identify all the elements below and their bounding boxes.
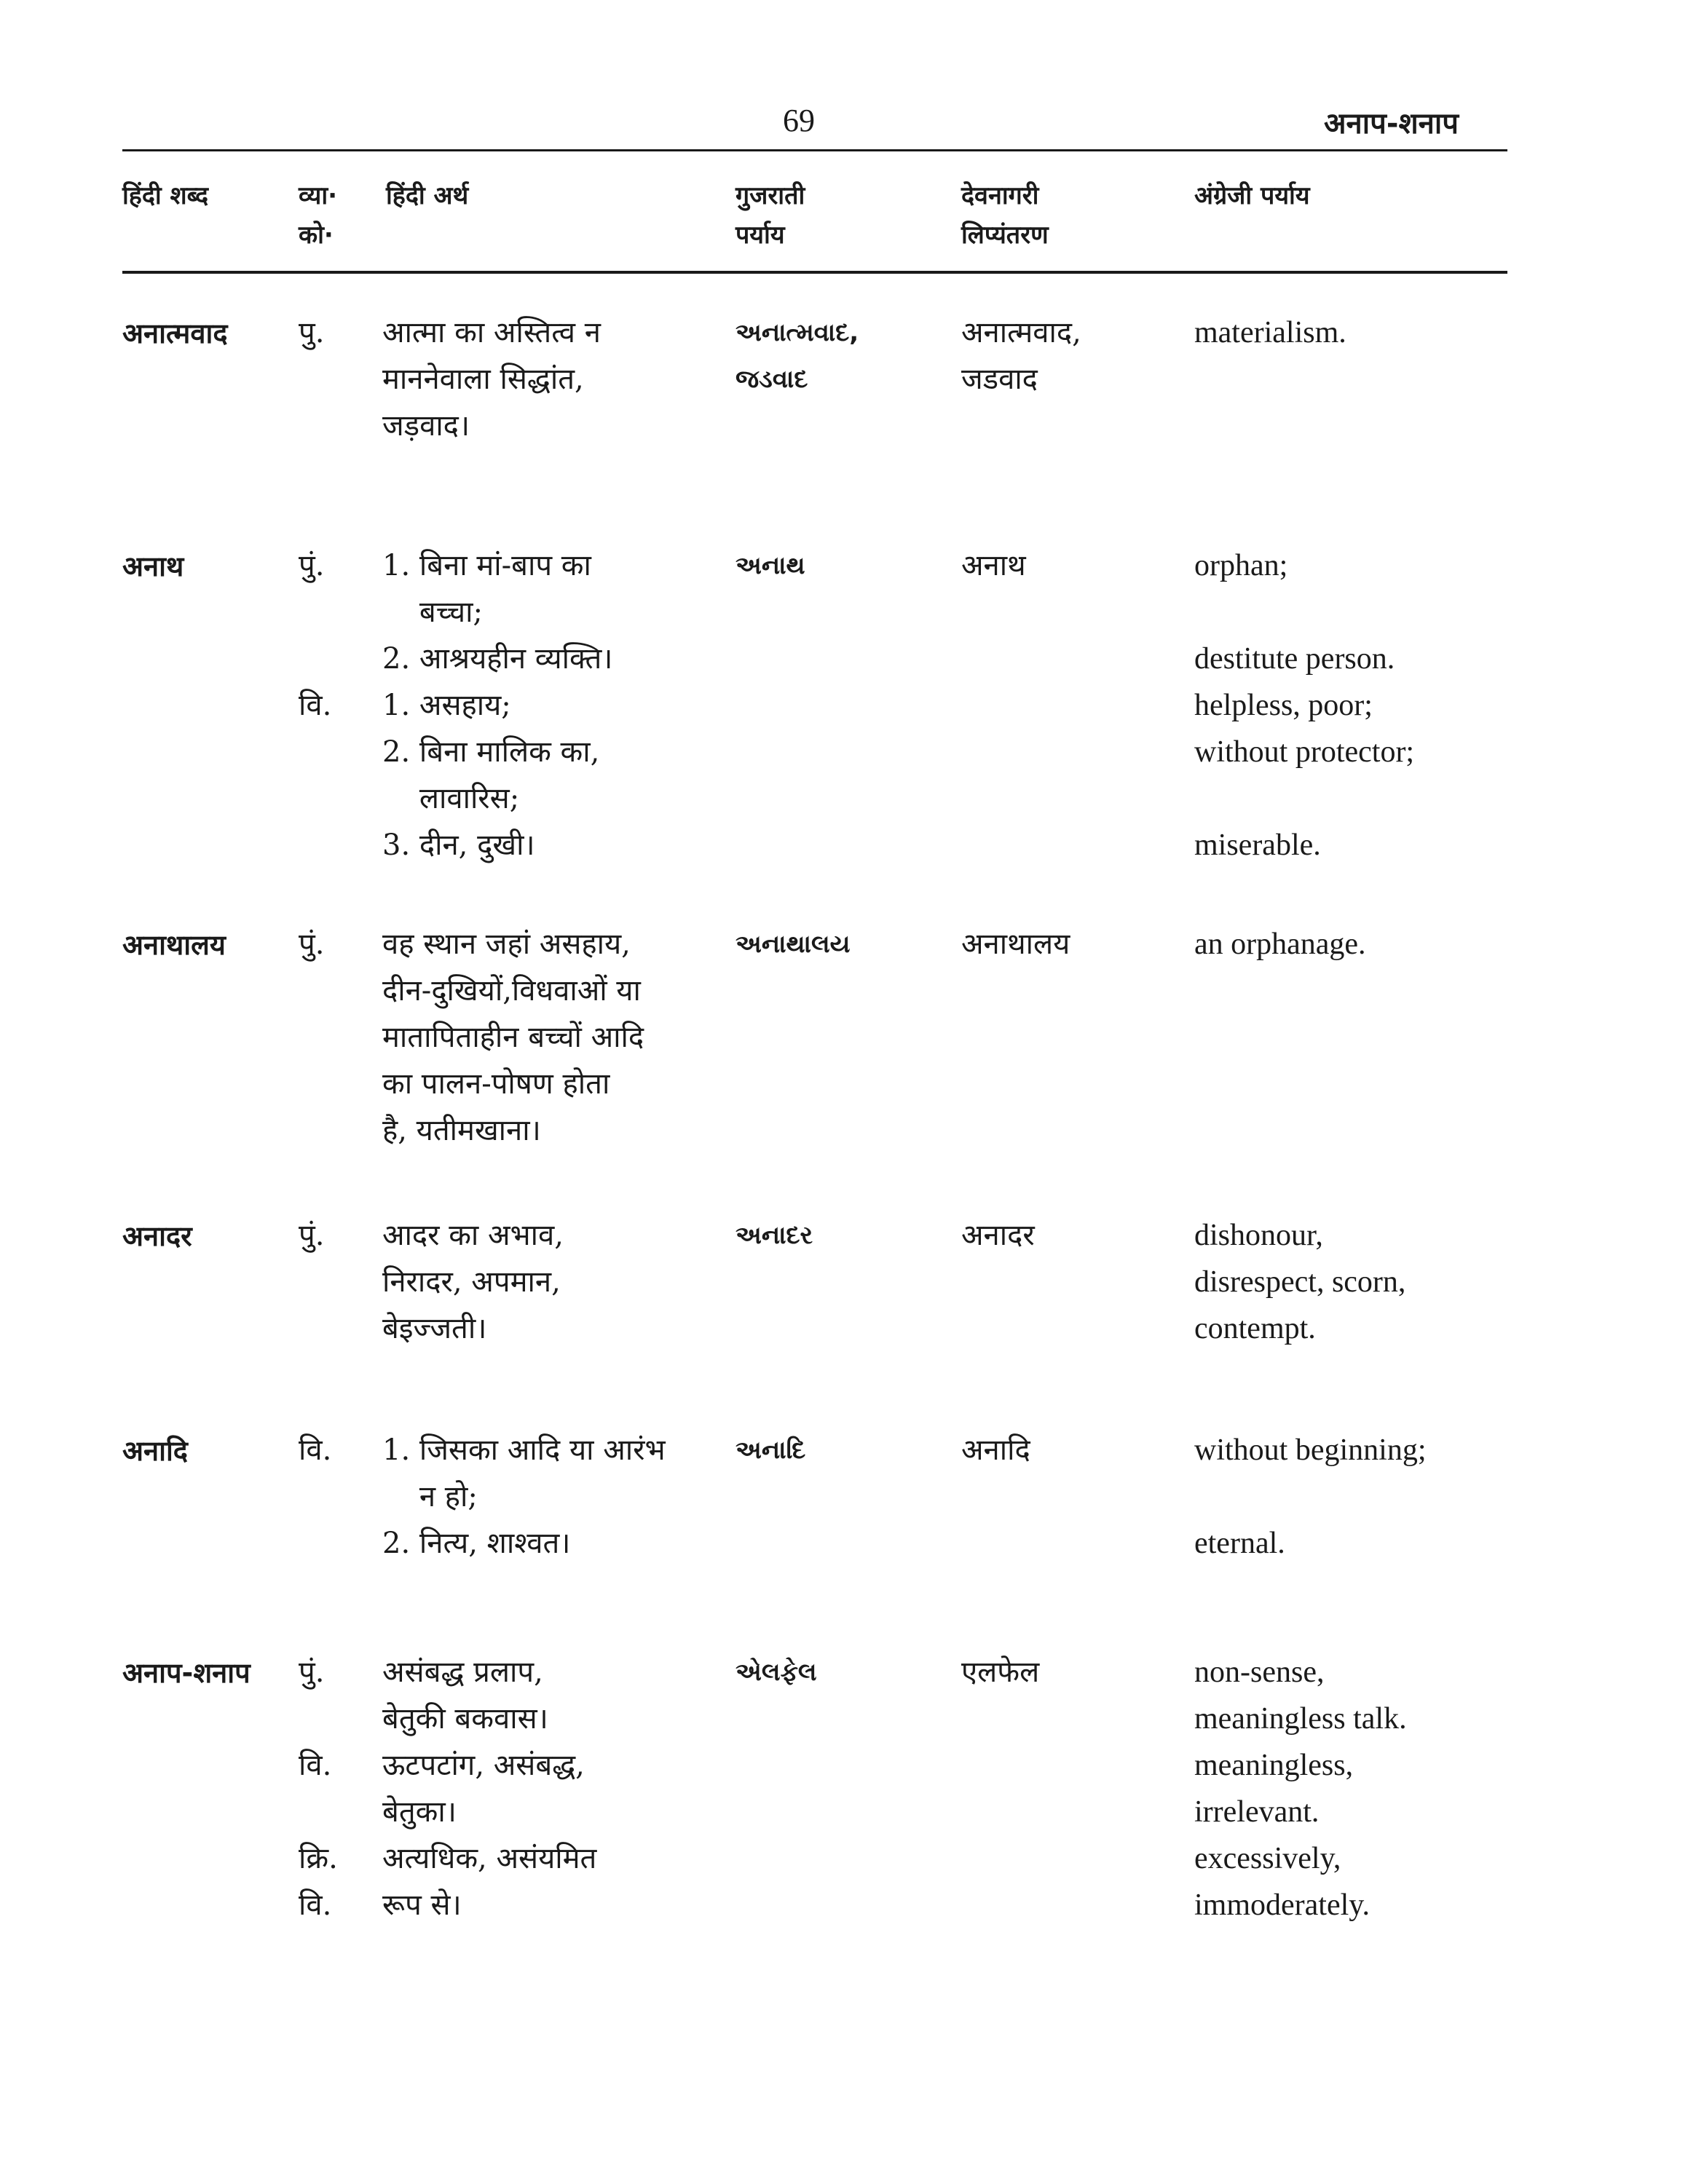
entry-hindi-line: आत्मा का अस्तित्व न <box>382 316 601 349</box>
col-head-english <box>1194 176 1310 215</box>
entry-hindi <box>382 1649 596 1928</box>
entry-headword: अनाथालय <box>122 929 226 961</box>
entry-english-line: without protector; <box>1194 735 1415 769</box>
entry-hindi-line: वह स्थान जहां असहाय, <box>382 927 631 961</box>
entry-hindi-line: 1. बिना मां-बाप का <box>382 549 591 582</box>
entry-devanagari-line: जडवाद <box>961 363 1038 396</box>
entry-devanagari-line: एलफेल <box>961 1655 1040 1689</box>
entry-english-line: meaningless, <box>1194 1749 1354 1782</box>
entry-devanagari-line: अनात्मवाद, <box>961 316 1081 349</box>
entry-pos <box>299 1427 331 1473</box>
entry-hindi-line: रूप से। <box>382 1888 462 1922</box>
col-head-hindi-meaning <box>386 176 468 215</box>
entry-devanagari <box>961 1427 1030 1473</box>
entry-english-line <box>1194 589 1414 636</box>
entry-gujarati <box>735 1212 813 1259</box>
entry-hindi-line: दीन-दुखियों,विधवाओं या <box>382 974 641 1008</box>
entry-english-line: dishonour, <box>1194 1219 1323 1252</box>
entry-pos-line: वि. <box>299 1888 332 1922</box>
entry-hindi <box>382 1212 564 1352</box>
entry-pos <box>299 921 324 968</box>
entry-devanagari <box>961 1649 1039 1696</box>
entry-pos-line <box>299 589 331 636</box>
col-head-hindi-word-line: हिंदी शब्द <box>122 181 209 210</box>
entry-english-line <box>1194 1473 1427 1520</box>
entry-gujarati-line: જડવાદ <box>735 365 808 394</box>
entry-english <box>1194 309 1346 356</box>
entry-english-line: materialism. <box>1194 316 1346 349</box>
entry-gujarati-line: અનાદર <box>735 1221 813 1250</box>
entry-pos-line: पुं. <box>299 927 325 961</box>
entry-gujarati <box>735 1427 805 1473</box>
col-head-devanagari-line: देवनागरी <box>961 181 1039 210</box>
entry-gujarati <box>735 542 805 589</box>
entry-english-line: without beginning; <box>1194 1433 1427 1467</box>
entry-hindi-line: बच्चा; <box>382 596 484 629</box>
entry-hindi-line: है, यतीमखाना। <box>382 1114 541 1147</box>
entry-english-line: irrelevant. <box>1194 1795 1320 1829</box>
col-head-devanagari <box>961 176 1049 255</box>
entry-hindi <box>382 309 601 449</box>
entry-english-line: helpless, poor; <box>1194 689 1373 722</box>
entry-english <box>1194 921 1366 968</box>
entry-devanagari-line: अनाथालय <box>961 927 1070 961</box>
entry-pos <box>299 1212 324 1259</box>
entry-gujarati-line: અનાથાલય <box>735 930 851 959</box>
entry-english-line: excessively, <box>1194 1842 1341 1875</box>
entry-pos-line: वि. <box>299 1749 332 1782</box>
col-head-hindi-word <box>122 176 208 215</box>
entry-english-line: disrespect, scorn, <box>1194 1265 1406 1299</box>
entry-english-line: meaningless talk. <box>1194 1702 1407 1736</box>
entry-hindi <box>382 542 612 869</box>
entry-pos <box>299 542 331 729</box>
entry-english-line: orphan; <box>1194 549 1288 582</box>
entry-headword: अनाप-शनाप <box>122 1657 251 1689</box>
entry-hindi-line: असंबद्ध प्रलाप, <box>382 1655 543 1689</box>
entry-hindi-line: 2. आश्रयहीन व्यक्ति। <box>382 642 613 676</box>
entry-headword: अनादर <box>122 1220 192 1252</box>
entry-hindi-line: ऊटपटांग, असंबद्ध, <box>382 1749 585 1782</box>
entry-english <box>1194 542 1414 869</box>
running-head: अनाप-शनाप <box>1324 107 1459 141</box>
entry-hindi-line: 2. नित्य, शाश्वत। <box>382 1527 571 1560</box>
entry-hindi <box>382 921 644 1154</box>
entry-pos <box>299 309 324 356</box>
entry-hindi-line: 1. जिसका आदि या आरंभ <box>382 1433 666 1467</box>
header-bottom-rule <box>122 271 1507 274</box>
col-head-hindi-meaning-line: हिंदी अर्थ <box>386 181 469 210</box>
entry-pos <box>299 1649 338 1928</box>
entry-pos-line: पु. <box>299 316 325 349</box>
entry-hindi-line: माननेवाला सिद्धांत, <box>382 363 584 396</box>
entry-hindi-line: आदर का अभाव, <box>382 1219 564 1252</box>
entry-gujarati-line: એલફેલ <box>735 1658 817 1687</box>
col-head-grammar-line: को· <box>299 221 334 250</box>
col-head-gujarati-line: पर्याय <box>735 221 785 250</box>
entry-pos-line <box>299 636 331 682</box>
entry-hindi-line: निरादर, अपमान, <box>382 1265 561 1299</box>
entry-english-line: immoderately. <box>1194 1888 1370 1922</box>
entry-gujarati <box>735 921 851 968</box>
col-head-english-line: अंग्रेजी पर्याय <box>1194 181 1310 210</box>
entry-english-line: eternal. <box>1194 1527 1285 1560</box>
col-head-gujarati <box>735 176 805 255</box>
entry-devanagari <box>961 1212 1035 1259</box>
entry-gujarati <box>735 1649 817 1696</box>
entry-headword: अनादि <box>122 1435 188 1467</box>
entry-headword: अनाथ <box>122 550 184 582</box>
entry-pos-line: पुं. <box>299 1655 325 1689</box>
entry-hindi-line: का पालन-पोषण होता <box>382 1067 610 1101</box>
col-head-devanagari-line: लिप्यंतरण <box>961 221 1049 250</box>
entry-hindi-line: 2. बिना मालिक का, <box>382 735 600 769</box>
entry-hindi-line: मातापिताहीन बच्चों आदि <box>382 1021 644 1054</box>
entry-pos-line: वि. <box>299 689 332 722</box>
entry-hindi <box>382 1427 666 1567</box>
entry-hindi-line: बेतुकी बकवास। <box>382 1702 548 1736</box>
entry-gujarati-line: અનાત્મવાદ, <box>735 318 859 347</box>
entry-hindi-line: 1. असहाय; <box>382 689 511 722</box>
entry-pos-line <box>299 1696 338 1742</box>
entry-devanagari-line: अनाथ <box>961 549 1026 582</box>
entry-pos-line: क्रि. <box>299 1842 338 1875</box>
entry-pos-line: वि. <box>299 1433 332 1467</box>
entry-pos-line: पुं. <box>299 1219 325 1252</box>
entry-devanagari-line: अनादि <box>961 1433 1030 1467</box>
entry-gujarati-line: અનાથ <box>735 551 805 580</box>
entry-hindi-line: न हो; <box>382 1480 478 1514</box>
col-head-grammar-line: व्या· <box>299 181 338 210</box>
entry-english-line <box>1194 775 1414 822</box>
entry-hindi-line: 3. दीन, दुखी। <box>382 828 535 862</box>
entry-english <box>1194 1427 1427 1567</box>
entry-headword: अनात्मवाद <box>122 317 228 349</box>
entry-devanagari-line: अनादर <box>961 1219 1035 1252</box>
entry-english <box>1194 1649 1407 1928</box>
entry-english-line: destitute person. <box>1194 642 1395 676</box>
entry-english-line: miserable. <box>1194 828 1321 862</box>
entry-hindi-line: बेइज्जती। <box>382 1312 487 1345</box>
entry-hindi-line: बेतुका। <box>382 1795 457 1829</box>
page-number: 69 <box>783 103 815 138</box>
entry-gujarati <box>735 309 859 403</box>
entry-hindi-line: अत्यधिक, असंयमित <box>382 1842 597 1875</box>
entry-english-line: an orphanage. <box>1194 927 1366 961</box>
entry-english <box>1194 1212 1405 1352</box>
col-head-gujarati-line: गुजराती <box>735 181 805 210</box>
entry-hindi-line: लावारिस; <box>382 782 520 815</box>
col-head-grammar <box>299 176 337 255</box>
entry-devanagari <box>961 309 1081 403</box>
entry-english-line: non-sense, <box>1194 1655 1325 1689</box>
entry-devanagari <box>961 921 1070 968</box>
entry-gujarati-line: અનાદિ <box>735 1436 806 1465</box>
entry-pos-line: पुं. <box>299 549 325 582</box>
entry-pos-line <box>299 1789 338 1835</box>
top-rule <box>122 149 1507 151</box>
entry-devanagari <box>961 542 1026 589</box>
entry-hindi-line: जड़वाद। <box>382 409 470 443</box>
entry-english-line: contempt. <box>1194 1312 1316 1345</box>
